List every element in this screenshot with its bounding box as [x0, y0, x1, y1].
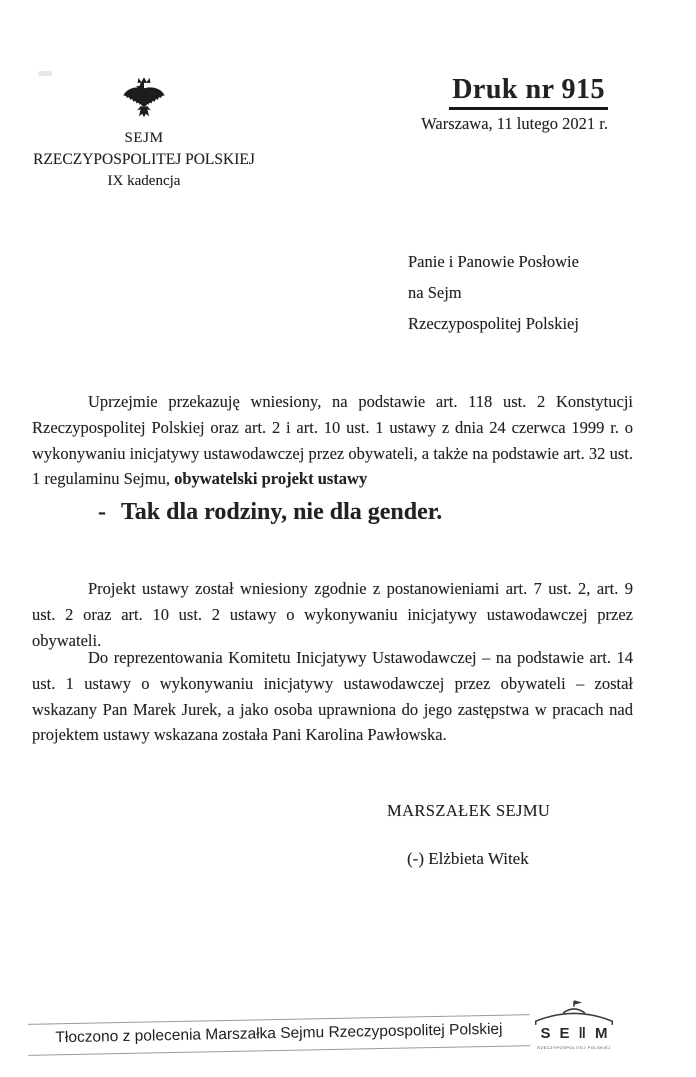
sejm-dome-icon — [533, 999, 615, 1027]
header-institution-block — [23, 74, 265, 190]
place-date: Warszawa, 11 lutego 2021 r. — [421, 114, 608, 133]
paragraph-transmittal-bold: obywatelski projekt ustawy — [174, 469, 368, 489]
signature-role: MARSZAŁEK SEJMU — [387, 801, 551, 820]
polish-eagle-emblem — [121, 74, 167, 124]
paragraph-transmittal — [32, 389, 633, 492]
header-print-block — [421, 74, 608, 134]
sejm-logo-letter: ‖ — [578, 1025, 586, 1042]
bill-title-text: Tak dla rodziny, nie dla gender. — [121, 499, 443, 525]
paragraph-committee: Do reprezentowania Komitetu Inicjatywy Ustawodawczej – na podstawie art. 14 ust. 1 ustawy o wykonywaniu inicjatywy ustawodawczej przez obywateli – został wskazany Pan Marek Jurek, a jako osoba uprawniona do jego zastępstwa w pracach nad projektem ustawy wskazana została Pani Karolina Pawłowska. — [32, 648, 633, 745]
flag-icon — [574, 1000, 582, 1005]
sejm-logo-letters — [532, 1026, 616, 1042]
addressee-line-3: Rzeczypospolitej Polskiej — [408, 314, 579, 333]
institution-country: RZECZYPOSPOLITEJ POLSKIEJ — [33, 151, 255, 168]
signature-name: (-) Elżbieta Witek — [407, 849, 529, 868]
sejm-logo-letter: E — [559, 1025, 570, 1042]
sejm-logo — [532, 999, 616, 1050]
sejm-logo-letter: S — [540, 1025, 551, 1042]
footer-imprint — [28, 1014, 531, 1056]
addressee-line-2: na Sejm — [408, 283, 462, 302]
paragraph-compliance: Projekt ustawy został wniesiony zgodnie z postanowieniami art. 7 ust. 2, art. 9 ust. 2 oraz art. 10 ust. 2 ustawy o wykonywaniu inicjatywy ustawodawczej przez obywateli. — [32, 579, 633, 650]
bill-title-dash: - — [98, 499, 106, 525]
addressee-line-1: Panie i Panowie Posłowie — [408, 252, 579, 271]
institution-term: IX kadencja — [107, 173, 181, 189]
addressee-block — [408, 246, 579, 339]
sejm-logo-subtext: RZECZYPOSPOLITEJ POLSKIEJ — [537, 1045, 611, 1050]
print-number: Druk nr 915 — [449, 74, 608, 110]
paragraph-transmittal-text: Uprzejmie przekazuję wniesiony, na podstawie art. 118 ust. 2 Konstytucji Rzeczypospolitej Polskiej oraz art. 2 i art. 10 ust. 1 ustawy z dnia 24 czerwca 1999 r. o wykonywaniu inicjatywy ustawodawczej przez obywateli, a także na podstawie art. 32 ust. 1 regulaminu Sejmu, — [32, 392, 633, 489]
imprint-note: Tłoczono z polecenia Marszałka Sejmu Rzeczypospolitej Polskiej — [55, 1020, 503, 1047]
sejm-logo-letter: M — [595, 1025, 608, 1042]
bill-title — [98, 499, 442, 526]
institution-name: SEJM — [124, 130, 164, 146]
